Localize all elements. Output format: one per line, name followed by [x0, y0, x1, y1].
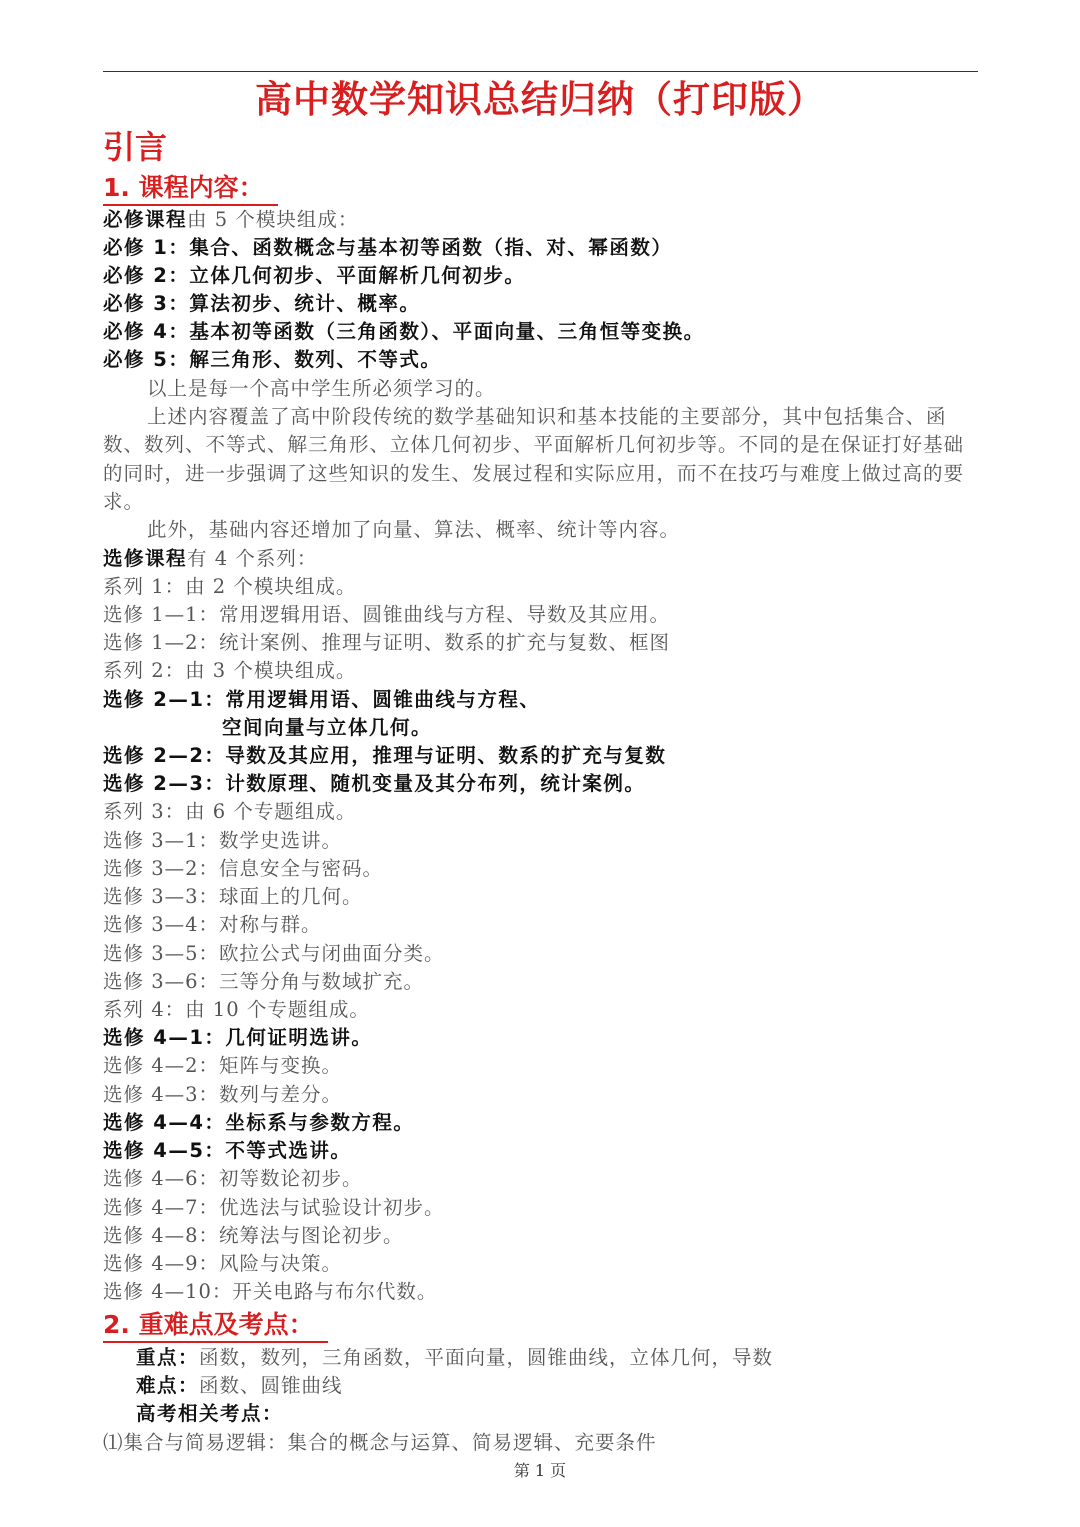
elective-label: 选修课程 [103, 547, 188, 570]
elective-4-7: 选修 4—7：优选法与试验设计初步。 [103, 1196, 445, 1219]
page-number: 第 1 页 [513, 1461, 567, 1480]
required-intro [103, 206, 358, 234]
elective-4-4: 选修 4—4：坐标系与参数方程。 [103, 1111, 415, 1134]
elective-4-5: 选修 4—5：不等式选讲。 [103, 1139, 352, 1162]
hard-points [136, 1372, 343, 1400]
series-1: 系列 1：由 2 个模块组成。 [103, 575, 357, 598]
hard-label: 难点： [136, 1374, 200, 1397]
paragraph-3: 此外，基础内容还增加了向量、算法、概率、统计等内容。 [147, 518, 681, 541]
required-module-4: 必修 4：基本初等函数（三角函数）、平面向量、三角恒等变换。 [103, 320, 705, 343]
elective-2-1-cont: 空间向量与立体几何。 [222, 716, 433, 739]
elective-4-8: 选修 4—8：统筹法与图论初步。 [103, 1224, 404, 1247]
required-rest: 由 5 个模块组成： [187, 208, 359, 231]
series-2: 系列 2：由 3 个模块组成。 [103, 659, 357, 682]
section1-heading: 1. 课程内容： [103, 172, 278, 206]
key-points [136, 1344, 773, 1372]
elective-2-2: 选修 2—2：导数及其应用，推理与证明、数系的扩充与复数 [103, 744, 667, 767]
required-label: 必修课程 [103, 208, 188, 231]
elective-rest: 有 4 个系列： [187, 547, 318, 570]
key-text: 函数，数列，三角函数，平面向量，圆锥曲线，立体几何，导数 [199, 1346, 774, 1369]
elective-3-4: 选修 3—4：对称与群。 [103, 913, 322, 936]
elective-1-1: 选修 1—1：常用逻辑用语、圆锥曲线与方程、导数及其应用。 [103, 603, 671, 626]
required-module-5: 必修 5：解三角形、数列、不等式。 [103, 348, 442, 371]
elective-2-3: 选修 2—3：计数原理、随机变量及其分布列，统计案例。 [103, 772, 646, 795]
elective-3-2: 选修 3—2：信息安全与密码。 [103, 857, 384, 880]
paragraph-1: 以上是每一个高中学生所必须学习的。 [147, 377, 496, 400]
required-module-1: 必修 1：集合、函数概念与基本初等函数（指、对、幂函数） [103, 236, 673, 259]
header-rule [103, 71, 978, 72]
exam-points-label: 高考相关考点： [136, 1402, 284, 1425]
required-module-3: 必修 3：算法初步、统计、概率。 [103, 292, 421, 315]
elective-3-1: 选修 3—1：数学史选讲。 [103, 829, 343, 852]
paragraph-2: 上述内容覆盖了高中阶段传统的数学基础知识和基本技能的主要部分，其中包括集合、函数、数列、不等式、解三角形、立体几何初步、平面解析几何初步等。不同的是在保证打好基础的同时，进一步强调了这些知识的发生、发展过程和实际应用，而不在技巧与难度上做过高的要求。 [103, 405, 965, 513]
page-title: 高中数学知识总结归纳（打印版） [255, 78, 825, 121]
elective-4-9: 选修 4—9：风险与决策。 [103, 1252, 343, 1275]
required-module-2: 必修 2：立体几何初步、平面解析几何初步。 [103, 264, 526, 287]
elective-4-3: 选修 4—3：数列与差分。 [103, 1083, 343, 1106]
hard-text: 函数、圆锥曲线 [199, 1374, 343, 1397]
elective-4-1: 选修 4—1：几何证明选讲。 [103, 1026, 373, 1049]
elective-3-3: 选修 3—3：球面上的几何。 [103, 885, 363, 908]
elective-4-2: 选修 4—2：矩阵与变换。 [103, 1054, 343, 1077]
elective-intro [103, 545, 317, 573]
key-label: 重点： [136, 1346, 200, 1369]
exam-point-1: ⑴集合与简易逻辑：集合的概念与运算、简易逻辑、充要条件 [103, 1431, 657, 1454]
elective-2-1: 选修 2—1：常用逻辑用语、圆锥曲线与方程、 [103, 688, 541, 711]
series-3: 系列 3：由 6 个专题组成。 [103, 800, 357, 823]
elective-3-6: 选修 3—6：三等分角与数域扩充。 [103, 970, 425, 993]
elective-3-5: 选修 3—5：欧拉公式与闭曲面分类。 [103, 942, 445, 965]
series-4: 系列 4：由 10 个专题组成。 [103, 998, 370, 1021]
elective-4-6: 选修 4—6：初等数论初步。 [103, 1167, 363, 1190]
elective-1-2: 选修 1—2：统计案例、推理与证明、数系的扩充与复数、框图 [103, 631, 671, 654]
intro-heading: 引言 [103, 128, 168, 166]
elective-4-10: 选修 4—10：开关电路与布尔代数。 [103, 1280, 438, 1303]
section2-heading: 2. 重难点及考点： [103, 1309, 328, 1343]
